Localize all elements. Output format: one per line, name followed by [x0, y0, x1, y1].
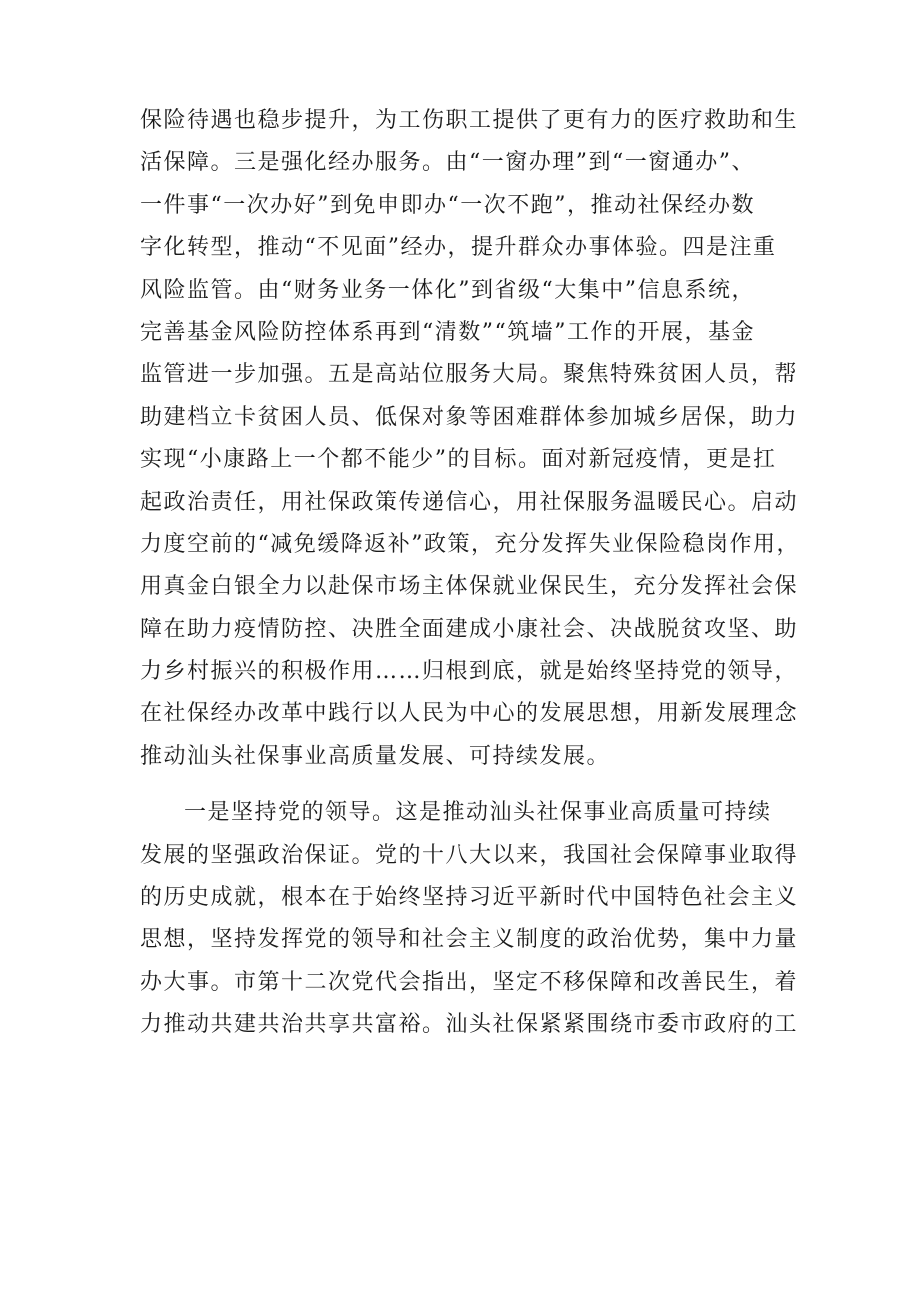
paragraph-2 [140, 792, 800, 1046]
text-line: 思想，坚持发挥党的领导和社会主义制度的政治优势，集中力量 [140, 927, 799, 953]
text-line: 力乡村振兴的积极作用……归根到底，就是始终坚持党的领导， [140, 659, 799, 685]
text-line: 的历史成就，根本在于始终坚持习近平新时代中国特色社会主义 [140, 885, 799, 911]
text-line: 力度空前的“减免缓降返补”政策，充分发挥失业保险稳岗作用， [140, 531, 800, 557]
paragraph-1 [140, 100, 800, 778]
text-line: 办大事。市第十二次党代会指出，坚定不移保障和改善民生，着 [140, 969, 799, 995]
text-line: 活保障。三是强化经办服务。由“一窗办理”到“一窗通办”、 [140, 150, 755, 176]
body-text [140, 100, 800, 1047]
text-line: 字化转型，推动“不见面”经办，提升群众办事体验。四是注重 [140, 235, 777, 261]
text-line: 障在助力疫情防控、决胜全面建成小康社会、决战脱贫攻坚、助 [140, 616, 799, 642]
text-line-indented: 一是坚持党的领导。这是推动汕头社保事业高质量可持续 [184, 800, 772, 826]
text-line: 实现“小康路上一个都不能少”的目标。面对新冠疫情，更是扛 [140, 447, 777, 473]
text-line: 监管进一步加强。五是高站位服务大局。聚焦特殊贫困人员，帮 [140, 362, 799, 388]
text-line: 一件事“一次办好”到免申即办“一次不跑”，推动社保经办数 [140, 192, 755, 218]
text-line: 保险待遇也稳步提升，为工伤职工提供了更有力的医疗救助和生 [140, 108, 799, 133]
text-line: 助建档立卡贫困人员、低保对象等困难群体参加城乡居保，助力 [140, 404, 799, 430]
paragraph-gap [140, 778, 800, 792]
text-line: 用真金白银全力以赴保市场主体保就业保民生，充分发挥社会保 [140, 574, 799, 600]
text-line: 在社保经办改革中践行以人民为中心的发展思想，用新发展理念 [140, 701, 799, 727]
text-line: 发展的坚强政治保证。党的十八大以来，我国社会保障事业取得 [140, 842, 799, 868]
text-line: 起政治责任，用社保政策传递信心，用社保服务温暖民心。启动 [140, 489, 799, 515]
text-line: 完善基金风险防控体系再到“清数”“筑墙”工作的开展，基金 [140, 319, 755, 345]
text-line: 力推动共建共治共享共富裕。汕头社保紧紧围绕市委市政府的工 [140, 1012, 799, 1038]
text-line: 推动汕头社保事业高质量发展、可持续发展。 [140, 743, 611, 769]
text-line: 风险监管。由“财务业务一体化”到省级“大集中”信息系统， [140, 277, 755, 303]
